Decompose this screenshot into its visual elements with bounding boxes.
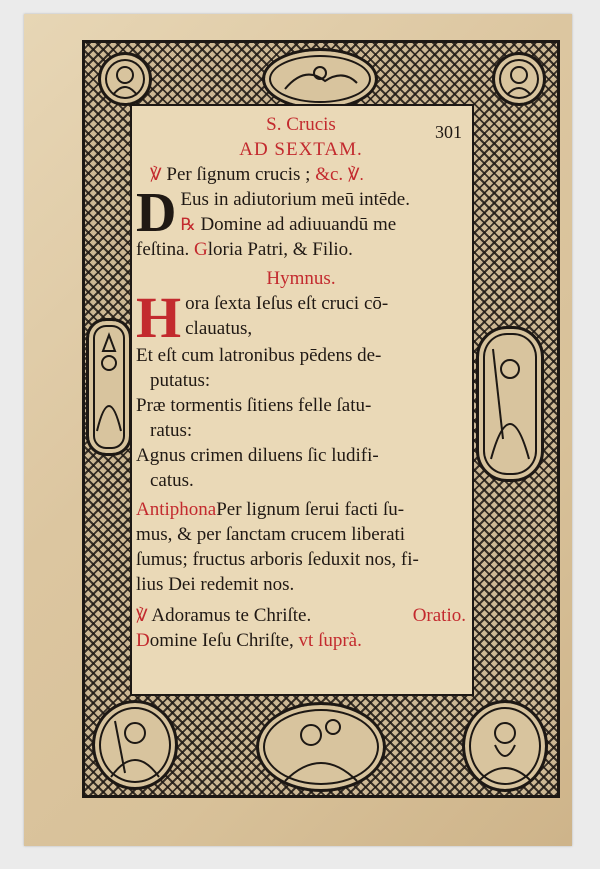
closing-prayer xyxy=(136,628,466,653)
bottom-left-medallion-icon xyxy=(92,700,178,790)
hymn-line: Et eſt cum latronibus pēdens de- xyxy=(136,345,382,366)
hour-heading: AD SEXTAM. xyxy=(239,139,363,160)
top-right-medallion-icon xyxy=(492,52,546,106)
opening-line-3b: loria Patri, & Filio. xyxy=(207,239,353,260)
dropcap-d: D xyxy=(136,182,177,244)
hymn-line: catus. xyxy=(150,470,194,491)
versicle-text: Per ſignum crucis ; xyxy=(166,164,316,185)
antiphon-line: mus, & per ſanctam crucem liberati xyxy=(136,524,406,545)
vt-supra-text: vt ſuprà. xyxy=(298,630,362,651)
top-center-medallion-icon xyxy=(262,48,378,110)
page-number: 301 xyxy=(435,122,462,142)
closing-versicle xyxy=(136,603,466,628)
gloria-initial: G xyxy=(194,239,208,260)
closing-versicle-sign-icon: ℣ xyxy=(136,606,148,625)
hymn-line: ora ſexta Ieſus eſt cruci cō- xyxy=(185,293,389,314)
opening-line-3a: feſtina. xyxy=(136,239,195,260)
antiphon-line: ſumus; fructus arboris ſeduxit nos, fi- xyxy=(136,549,419,570)
right-soldier-medallion-icon xyxy=(476,326,544,482)
oratio-label: Oratio. xyxy=(412,605,466,626)
antiphon xyxy=(136,497,466,597)
opening-verse xyxy=(136,182,466,262)
antiphon-line xyxy=(136,497,466,522)
section-title: S. Crucis xyxy=(266,114,336,135)
opening-line-2-text: Domine ad adiuuandū me xyxy=(200,214,397,235)
hymn-line: Agnus crimen diluens ſic ludifi- xyxy=(136,445,379,466)
hymn-line: putatus: xyxy=(150,370,211,391)
left-bishop-medallion-icon xyxy=(86,318,132,456)
antiphon-text: Per lignum ſerui facti ſu- xyxy=(216,499,405,520)
antiphon-label: Antiphona xyxy=(136,499,217,520)
opening-versicle xyxy=(136,162,466,187)
antiphon-line: lius Dei redemit nos. xyxy=(136,574,295,595)
domine-initial: D xyxy=(136,630,150,651)
page-content xyxy=(136,112,466,653)
opening-line-1: Eus in adiutorium meū intēde. xyxy=(180,189,410,210)
hymn-line: Præ tormentis ſitiens felle ſatu- xyxy=(136,395,372,416)
dropcap-h: H xyxy=(136,285,182,350)
versicle-sign-end-icon: ℣. xyxy=(347,165,364,184)
closing-versicle-text: Adoramus te Chriſte. xyxy=(151,605,312,626)
bottom-right-medallion-icon xyxy=(462,700,548,792)
hymn-label: Hymnus. xyxy=(266,268,336,289)
domine-text: omine Ieſu Chriſte, xyxy=(149,630,299,651)
response-sign-icon: ℞ xyxy=(180,215,196,234)
bottom-center-medallion-icon xyxy=(256,702,386,792)
hymn-line: ratus: xyxy=(150,420,193,441)
hymn-line: clauatus, xyxy=(185,318,253,339)
versicle-sign-icon: ℣ xyxy=(150,165,162,184)
hymn xyxy=(136,285,466,493)
etc-text: &c. xyxy=(315,164,344,185)
opening-line-3 xyxy=(136,237,466,262)
top-left-medallion-icon xyxy=(98,52,152,106)
opening-line-2 xyxy=(136,212,466,237)
